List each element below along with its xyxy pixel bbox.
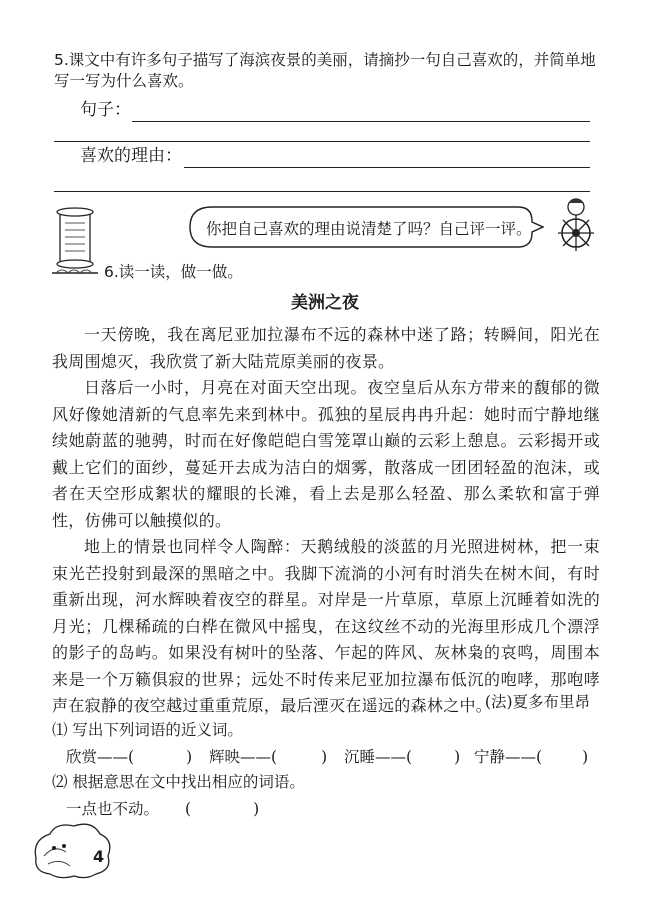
task-2-label: ⑵ 根据意思在文中找出相应的词语。 (52, 773, 305, 791)
task-1-label: ⑴ 写出下列词语的近义词。 (52, 721, 243, 739)
synonym-word-1: 欣赏——( (66, 748, 135, 766)
question-6-label: 6.读一读，做一做。 (104, 263, 243, 281)
sentence-answer-line[interactable] (132, 121, 590, 122)
boy-with-ship-wheel-icon (546, 195, 602, 255)
synonym-word-3: 沉睡——( (344, 748, 413, 766)
meaning-open: ( (185, 800, 192, 818)
synonym-close-2: ) (321, 748, 328, 766)
page-number: 4 (93, 847, 105, 866)
synonym-item-2 (209, 745, 327, 767)
meaning-close: ) (253, 800, 260, 818)
synonym-item-1 (66, 745, 192, 767)
sentence-answer-row (80, 96, 590, 122)
reason-answer-row (80, 142, 590, 168)
article-title: 美洲之夜 (291, 293, 359, 313)
synonym-item-4 (474, 745, 588, 767)
synonym-word-4: 宁静——( (474, 748, 543, 766)
synonym-close-4: ) (582, 748, 589, 766)
reason-label: 喜欢的理由： (80, 146, 182, 166)
meaning-text: 一点也不动。 (66, 800, 160, 818)
sentence-label: 句子： (80, 100, 131, 120)
article-body (52, 322, 600, 720)
meaning-item (66, 797, 259, 819)
self-evaluation-bubble (188, 205, 544, 249)
synonym-close-1: ) (186, 748, 193, 766)
scroll-illustration-icon (48, 203, 102, 279)
bubble-text: 你把自己喜欢的理由说清楚了吗？自己评一评。 (206, 220, 532, 238)
article-paragraph-1: 一天傍晚，我在离尼亚加拉瀑布不远的森林中迷了路；转瞬间，阳光在我周围熄灭，我欣赏了新大陆荒原美丽的夜景。 (52, 325, 600, 371)
reason-answer-line-2[interactable] (54, 191, 590, 192)
article-paragraph-2: 日落后一小时，月亮在对面天空出现。夜空皇后从东方带来的馥郁的微风好像她清新的气息率先来到林中。孤独的星辰冉冉升起：她时而宁静地继续她蔚蓝的驰骋，时而在好像皑皑白雪笼罩山巅的云彩上憩息。云彩揭开或戴上它们的面纱，蔓延开去成为洁白的烟雾，散落成一团团轻盈的泡沫，或者在天空形成絮状的耀眼的长滩，看上去是那么轻盈、那么柔软和富于弹性，仿佛可以触摸似的。 (52, 378, 600, 530)
synonym-close-3: ) (454, 748, 461, 766)
question-5-prompt: 5.课文中有许多句子描写了海滨夜景的美丽，请摘抄一句自己喜欢的，并简单地写一写为什么喜欢。 (54, 51, 596, 90)
article-paragraph-3: 地上的情景也同样令人陶醉：天鹅绒般的淡蓝的月光照进树林，把一束束光芒投射到最深的黑暗之中。我脚下流淌的小河有时消失在树木间，有时重新出现，河水辉映着夜空的群星。对岸是一片草原，草原上沉睡着如洗的月光；几棵稀疏的白桦在微风中摇曳，在这纹丝不动的光海里形成几个漂浮的影子的岛屿。如果没有树叶的坠落、乍起的阵风、灰林枭的哀鸣，周围本来是一个万籁俱寂的世界；远处不时传来尼亚加拉瀑布低沉的咆哮，那咆哮声在寂静的夜空越过重重荒原，最后湮灭在遥远的森林之中。 (52, 537, 600, 715)
reason-answer-line[interactable] (184, 167, 590, 168)
synonym-item-3 (344, 745, 460, 767)
synonym-word-2: 辉映——( (209, 748, 278, 766)
article-author: (法)夏多布里昂 (484, 693, 590, 711)
